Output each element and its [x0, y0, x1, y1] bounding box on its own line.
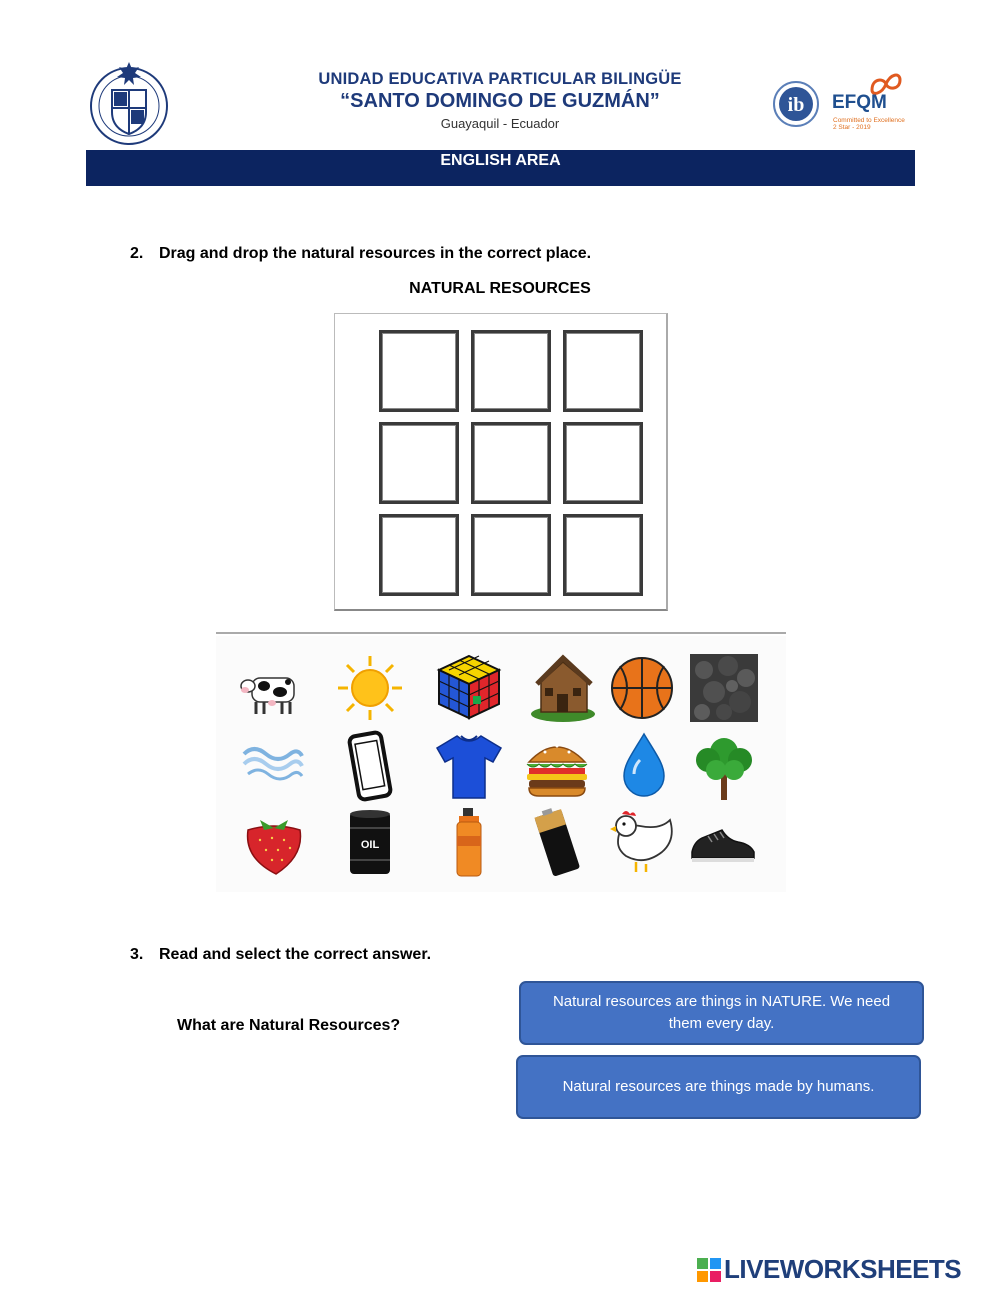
board-title: NATURAL RESOURCES — [409, 280, 591, 297]
drop-box-2[interactable] — [471, 330, 551, 412]
question-3-prompt: What are Natural Resources? — [177, 1017, 401, 1034]
drop-board — [334, 313, 668, 611]
liveworksheets-brand: LIVEWORKSHEETS — [724, 1254, 962, 1284]
drop-box-1[interactable] — [379, 330, 459, 412]
oil-barrel-icon[interactable] — [334, 806, 406, 878]
oil-label: OIL — [360, 839, 380, 851]
question-2-number: 2. — [130, 245, 144, 262]
school-name-line1: UNIDAD EDUCATIVA PARTICULAR BILINGÜE — [318, 70, 682, 88]
sun-icon[interactable] — [334, 652, 406, 724]
battery-icon[interactable] — [521, 806, 593, 878]
items-divider — [216, 632, 786, 634]
drop-box-8[interactable] — [471, 514, 551, 596]
question-2-text: Drag and drop the natural resources in the correct place. — [159, 245, 592, 262]
drop-box-7[interactable] — [379, 514, 459, 596]
efqm-subtitle: Committed to Excellence — [833, 117, 905, 124]
drop-box-3[interactable] — [563, 330, 643, 412]
efqm-subtitle-year: 2 Star - 2019 — [833, 124, 871, 131]
drop-box-9[interactable] — [563, 514, 643, 596]
smartphone-icon[interactable] — [334, 730, 406, 802]
coal-icon[interactable] — [688, 652, 760, 724]
drop-box-4[interactable] — [379, 422, 459, 504]
rubiks-cube-icon[interactable] — [433, 650, 505, 722]
hamburger-icon[interactable] — [521, 730, 593, 802]
sneaker-icon[interactable] — [688, 806, 760, 878]
english-area-title: ENGLISH AREA — [440, 152, 561, 169]
school-name-line2: “SANTO DOMINGO DE GUZMÁN” — [340, 90, 660, 112]
wind-icon[interactable] — [238, 728, 310, 800]
tree-icon[interactable] — [688, 730, 760, 802]
school-location: Guayaquil - Ecuador — [440, 116, 560, 131]
drop-box-5[interactable] — [471, 422, 551, 504]
question-3-number: 3. — [130, 946, 144, 963]
answer-option-1[interactable]: Natural resources are things in NATURE. We need them every day. — [519, 981, 924, 1045]
ib-logo-text: ib — [787, 94, 805, 116]
liveworksheets-logo-icon — [697, 1258, 721, 1282]
ib-logo-icon — [772, 80, 820, 128]
strawberry-icon[interactable] — [238, 806, 310, 878]
t-shirt-icon[interactable] — [433, 730, 505, 802]
question-3-text: Read and select the correct answer. — [159, 946, 432, 963]
efqm-logo-text: EFQM — [832, 92, 887, 113]
answer-option-2[interactable]: Natural resources are things made by humans. — [516, 1055, 921, 1119]
draggable-items-area — [216, 636, 786, 892]
house-icon[interactable] — [527, 652, 599, 724]
basketball-icon[interactable] — [606, 652, 678, 724]
water-drop-icon[interactable] — [608, 730, 680, 802]
chicken-icon[interactable] — [608, 806, 680, 878]
drop-box-6[interactable] — [563, 422, 643, 504]
cow-icon[interactable] — [238, 652, 310, 724]
water-bottle-icon[interactable] — [433, 806, 505, 878]
